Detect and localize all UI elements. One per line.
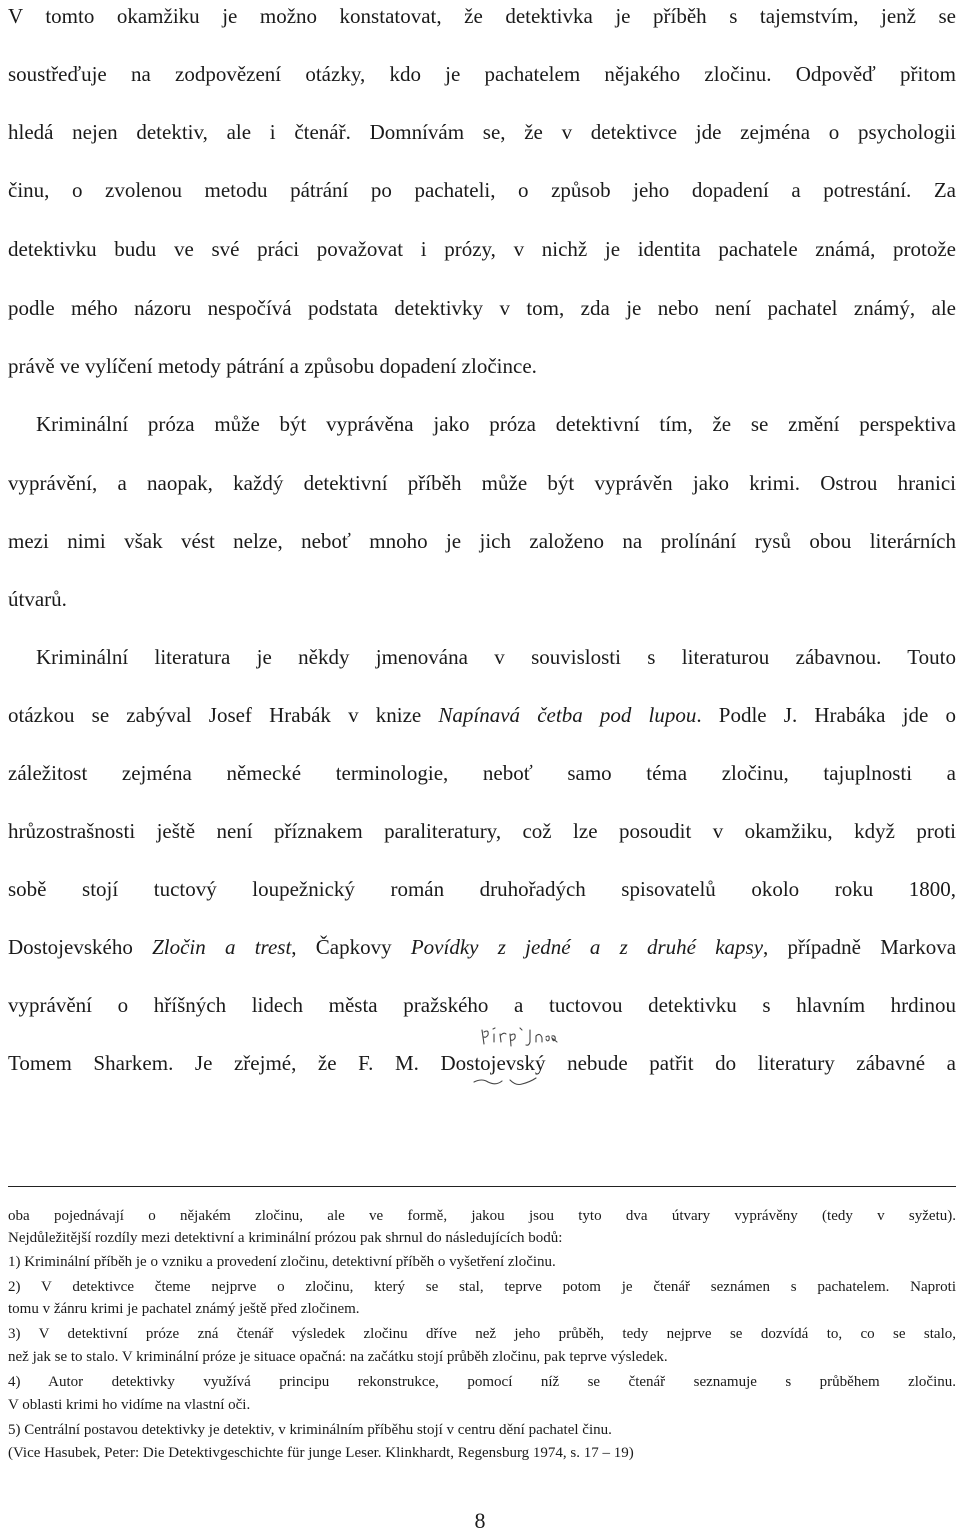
page-number: 8	[474, 1508, 486, 1533]
body-line-15: hrůzostrašnosti ještě není příznakem paraliteratury, což lze posoudit v okamžiku, když proti	[8, 819, 956, 843]
footnote-line-11: (Vice Hasubek, Peter: Die Detektivgeschichte für junge Leser. Klinkhardt, Regensburg 1974, s. 17 – 19)	[8, 1445, 634, 1461]
body-line-13	[8, 702, 956, 728]
body-line-18: vyprávění o hříšných lidech města pražského a tuctovou detektivku s hlavním hrdinou	[8, 993, 956, 1017]
footnote-line-8: 4) Autor detektivky využívá principu rekonstrukce, pomocí níž se čtenář seznamuje s průběhem zločinu.	[8, 1374, 956, 1390]
footnote-line-4: 2) V detektivce čteme nejprve o zločinu, který se stal, teprve potom je čtenář seznámen s pachatelem. Naproti	[8, 1279, 956, 1295]
body-line-9: vyprávění, a naopak, každý detektivní příběh může být vyprávěn jako krimi. Ostrou hranici	[8, 471, 956, 495]
footnote-line-3: 1) Kriminální příběh je o vzniku a provedení zločinu, detektivní příběh o vyšetření zločinu.	[8, 1254, 556, 1270]
body-line-8: Kriminální próza může být vyprávěna jako próza detektivní tím, že se změní perspektiva	[36, 412, 956, 436]
body-line-1: V tomto okamžiku je možno konstatovat, že detektivka je příběh s tajemstvím, jenž se	[8, 4, 956, 28]
body-line-16: sobě stojí tuctový loupežnický román druhořadých spisovatelů okolo roku 1800,	[8, 877, 956, 901]
footnote-line-2: Nejdůležitější rozdíly mezi detektivní a kriminální prózou pak shrnul do následujících bodů:	[8, 1230, 563, 1246]
footnote-line-5: tomu v žánru krimi je pachatel známý ještě před zločinem.	[8, 1301, 360, 1317]
footnote-line-1: oba pojednávají o nějakém zločinu, ale ve formě, jakou jsou tyto dva útvary vyprávěny (tedy v syžetu).	[8, 1208, 956, 1224]
book-title-zlocin-a-trest: Zločin a trest	[152, 935, 292, 959]
book-title-povidky: Povídky z jedné a z druhé kapsy	[410, 935, 764, 959]
body-line-7: právě ve vylíčení metody pátrání a způsobu dopadení zločince.	[8, 354, 537, 378]
body-line-17-text-a: Dostojevského	[8, 935, 133, 959]
body-line-2: soustřeďuje na zodpovězení otázky, kdo je pachatelem nějakého zločinu. Odpověď přitom	[8, 62, 956, 86]
body-line-17-text-b: , Čapkovy	[291, 935, 392, 959]
body-line-13-text-a: otázkou se zabýval Josef Hrabák v knize	[8, 703, 422, 727]
book-title-napinava-cetba: Napínavá četba pod lupou	[438, 703, 697, 727]
footnote-separator	[8, 1186, 956, 1187]
body-line-14: záležitost zejména německé terminologie, neboť samo téma zločinu, tajuplnosti a	[8, 761, 956, 785]
body-line-11: útvarů.	[8, 587, 67, 611]
body-line-17	[8, 934, 956, 960]
body-line-12: Kriminální literatura je někdy jmenována v souvislosti s literaturou zábavnou. Touto	[36, 645, 956, 669]
body-line-10: mezi nimi však vést nelze, neboť mnoho je jich založeno na prolínání rysů obou literárních	[8, 529, 956, 553]
footnote-line-7: než jak se to stalo. V kriminální próze je situace opačná: na začátku stojí průběh zločinu, pak teprve výsledek.	[8, 1349, 668, 1365]
handwritten-annotation	[470, 1018, 560, 1098]
body-line-3: hledá nejen detektiv, ale i čtenář. Domnívám se, že v detektivce jde zejména o psychologii	[8, 120, 956, 144]
body-line-6: podle mého názoru nespočívá podstata detektivky v tom, zda je nebo není pachatel známý, ale	[8, 296, 956, 320]
footnote-line-6: 3) V detektivní próze zná čtenář výsledek zločinu dříve než jeho průběh, tedy nejprve se dozvídá to, co se stalo,	[8, 1326, 956, 1342]
body-line-4: činu, o zvolenou metodu pátrání po pachateli, o způsob jeho dopadení a potrestání. Za	[8, 178, 956, 202]
body-line-17-text-c: , případně Markova	[763, 935, 957, 959]
footnote-line-9: V oblasti krimi ho vidíme na vlastní oči.	[8, 1397, 251, 1413]
footnote-line-10: 5) Centrální postavou detektivky je detektiv, v kriminálním příběhu stojí v centru dění pachatel činu.	[8, 1422, 612, 1438]
body-line-5: detektivku budu ve své práci považovat i prózy, v nichž je identita pachatele známá, protože	[8, 237, 956, 261]
body-line-19: Tomem Sharkem. Je zřejmé, že F. M. Dostojevský nebude patřit do literatury zábavné a	[8, 1051, 956, 1075]
body-line-13-text-b: . Podle J. Hrabáka jde o	[696, 703, 956, 727]
